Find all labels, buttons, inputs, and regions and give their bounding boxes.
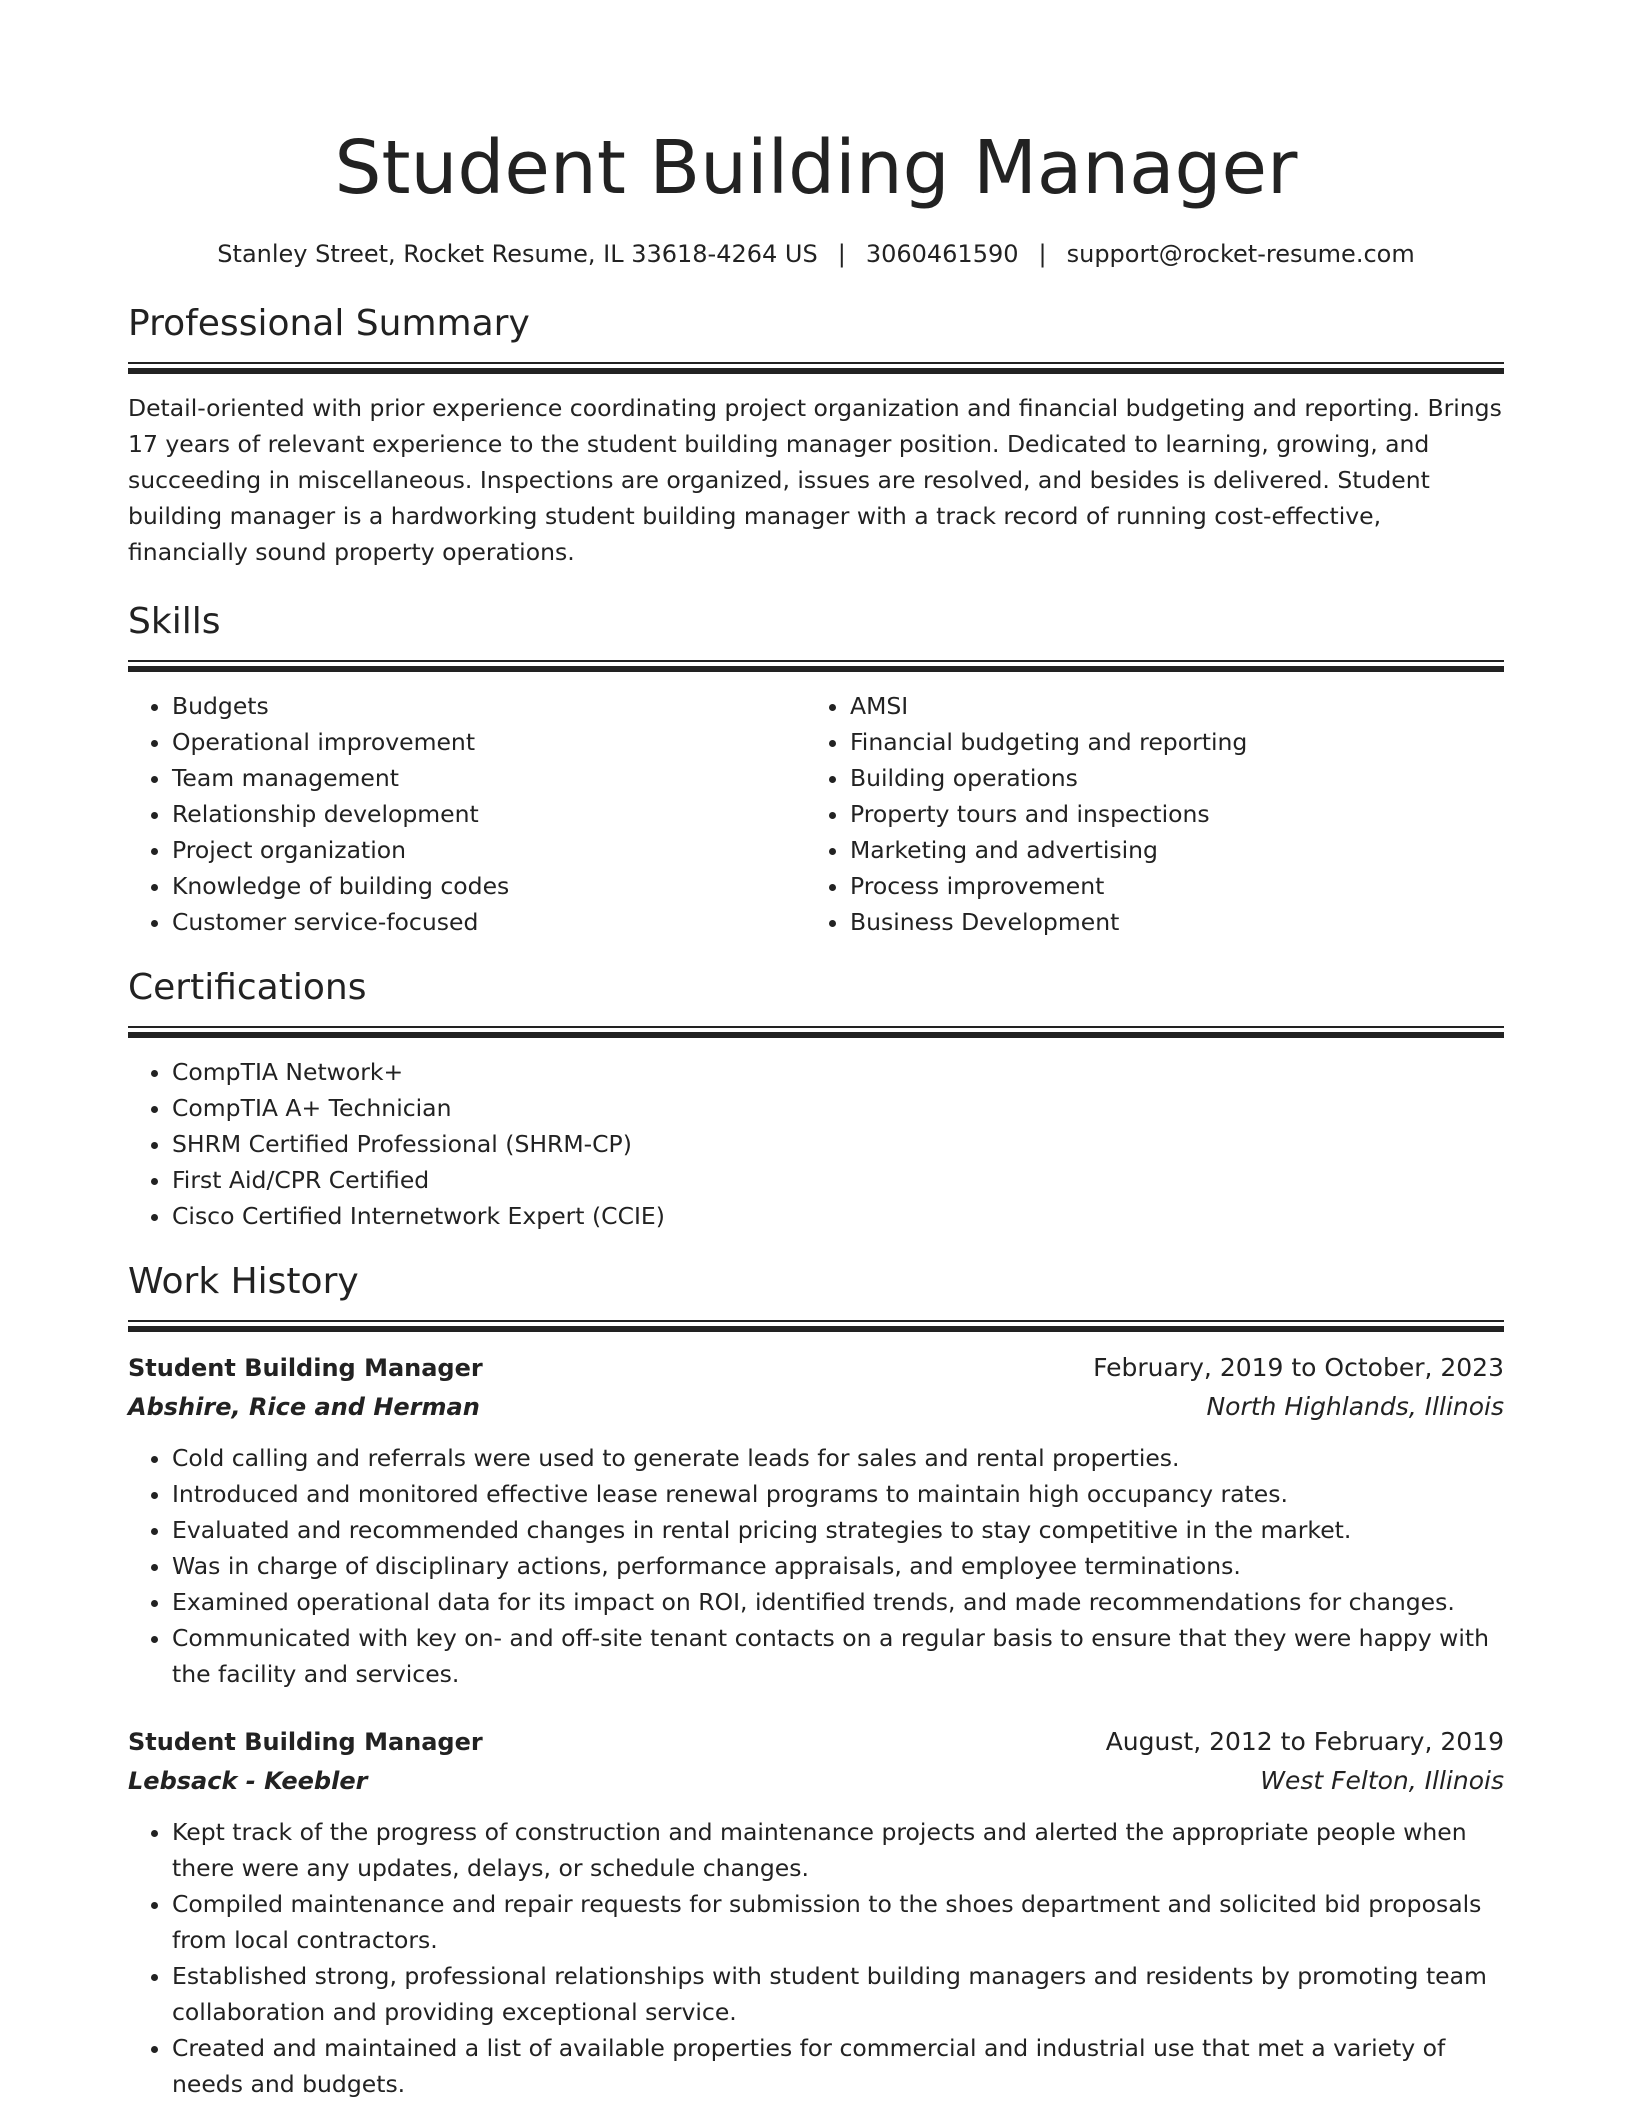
job-entry (128, 1722, 1504, 2102)
job-entry (128, 1348, 1504, 1692)
certification-item: • SHRM Certified Professional (SHRM-CP) (172, 1126, 1504, 1162)
resume-title: Student Building Manager (334, 125, 1298, 211)
job-company: Lebsack - Keebler (128, 1767, 368, 1795)
skills-section (128, 598, 1504, 940)
contact-phone: 3060461590 (865, 240, 1019, 268)
job-bullet: • Was in charge of disciplinary actions, performance appraisals, and employee terminations. (172, 1548, 1504, 1584)
contact-separator: | (837, 240, 846, 268)
resume-page (128, 0, 1504, 2102)
certifications-heading: Certifications (128, 967, 367, 1008)
job-bullet: • Examined operational data for its impact on ROI, identified trends, and made recommendations for changes. (172, 1584, 1504, 1620)
work-history-heading: Work History (128, 1261, 359, 1302)
contact-email: support@rocket-resume.com (1066, 240, 1415, 268)
skill-item: • Building operations (850, 760, 1484, 796)
section-divider (128, 1320, 1504, 1332)
skill-item: • Marketing and advertising (850, 832, 1484, 868)
skill-item: • Project organization (172, 832, 806, 868)
skill-item: • Budgets (172, 688, 806, 724)
job-title: Student Building Manager (128, 1354, 483, 1382)
certification-item: • CompTIA A+ Technician (172, 1090, 1504, 1126)
contact-address: Stanley Street, Rocket Resume, IL 33618-4264 US (217, 240, 818, 268)
section-divider (128, 362, 1504, 374)
skill-item: • Team management (172, 760, 806, 796)
job-header (128, 1348, 1504, 1388)
certifications-list (128, 1054, 1504, 1234)
job-company: Abshire, Rice and Herman (128, 1393, 480, 1421)
job-location: North Highlands, Illinois (1206, 1392, 1504, 1421)
skill-item: • Business Development (850, 904, 1484, 940)
job-dates: February, 2019 to October, 2023 (1093, 1353, 1504, 1382)
skill-item: • Process improvement (850, 868, 1484, 904)
skills-column-right (806, 688, 1484, 940)
contact-separator: | (1038, 240, 1047, 268)
skills-column-left (128, 688, 806, 940)
job-title: Student Building Manager (128, 1728, 483, 1756)
section-divider (128, 1026, 1504, 1038)
job-bullet: • Evaluated and recommended changes in rental pricing strategies to stay competitive in the market. (172, 1512, 1504, 1548)
summary-section (128, 300, 1504, 570)
certification-item: • First Aid/CPR Certified (172, 1162, 1504, 1198)
job-dates: August, 2012 to February, 2019 (1105, 1727, 1504, 1756)
skills-heading: Skills (128, 601, 221, 642)
job-bullet: • Compiled maintenance and repair requests for submission to the shoes department and solicited bid proposals from local contractors. (172, 1886, 1504, 1958)
work-history-section (128, 1258, 1504, 2102)
job-subheader (128, 1388, 1504, 1426)
job-bullets (128, 1440, 1504, 1692)
skill-item: • Financial budgeting and reporting (850, 724, 1484, 760)
job-bullet: • Introduced and monitored effective lease renewal programs to maintain high occupancy rates. (172, 1476, 1504, 1512)
job-bullet: • Established strong, professional relationships with student building managers and residents by promoting team collaboration and providing exceptional service. (172, 1958, 1504, 2030)
job-bullets (128, 1814, 1504, 2102)
skill-item: • Customer service-focused (172, 904, 806, 940)
job-header (128, 1722, 1504, 1762)
job-location: West Felton, Illinois (1260, 1766, 1504, 1795)
skills-list-left (128, 688, 806, 940)
skill-item: • AMSI (850, 688, 1484, 724)
skill-item: • Knowledge of building codes (172, 868, 806, 904)
section-divider (128, 660, 1504, 672)
skill-item: • Relationship development (172, 796, 806, 832)
skills-grid (128, 688, 1504, 940)
contact-line (128, 238, 1504, 270)
job-bullet: • Kept track of the progress of construction and maintenance projects and alerted the appropriate people when there were any updates, delays, or schedule changes. (172, 1814, 1504, 1886)
job-bullet: • Created and maintained a list of available properties for commercial and industrial use that met a variety of needs and budgets. (172, 2030, 1504, 2102)
summary-text: Detail-oriented with prior experience coordinating project organization and financial budgeting and reporting. Brings 17 years of relevant experience to the student building manager position. Dedicated to learning, growing, and succeeding in miscellaneous. Inspections are organized, issues are resolved, and besides is delivered. Student building manager is a hardworking student building manager with a track record of running cost-effective, financially sound property operations. (128, 394, 1502, 566)
skills-list-right (806, 688, 1484, 940)
job-bullet: • Communicated with key on- and off-site tenant contacts on a regular basis to ensure that they were happy with the facility and services. (172, 1620, 1504, 1692)
job-bullet: • Cold calling and referrals were used to generate leads for sales and rental properties. (172, 1440, 1504, 1476)
skill-item: • Property tours and inspections (850, 796, 1484, 832)
certifications-section (128, 964, 1504, 1234)
summary-heading: Professional Summary (128, 303, 530, 344)
job-subheader (128, 1762, 1504, 1800)
certification-item: • CompTIA Network+ (172, 1054, 1504, 1090)
certification-item: • Cisco Certified Internetwork Expert (CCIE) (172, 1198, 1504, 1234)
skill-item: • Operational improvement (172, 724, 806, 760)
